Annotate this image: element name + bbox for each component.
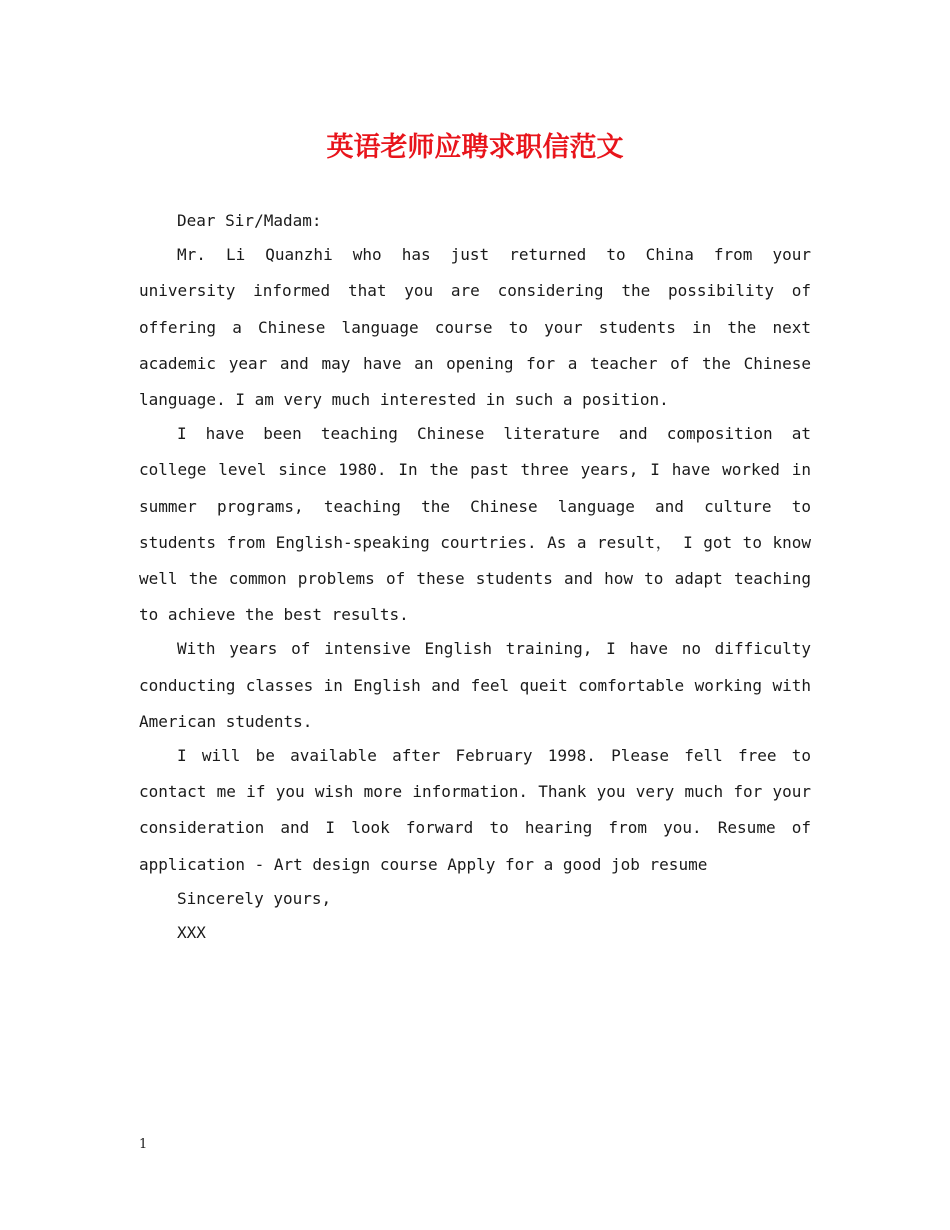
page-number: 1 — [139, 1137, 148, 1152]
letter-body — [139, 203, 811, 949]
letter-paragraph-2: I have been teaching Chinese literature and composition at college level since 1980. In the past three years, I have worked in summer programs, teaching the Chinese language and culture to students from English-speaking courtries. As a result， I got to know well the common problems of these students and how to adapt teaching to achieve the best results. — [139, 424, 811, 625]
letter-paragraph-4: I will be available after February 1998. Please fell free to contact me if you wish more information. Thank you very much for your consideration and I look forward to hearing from you. Resume of application - Art design course Apply for a good job resume — [139, 746, 811, 874]
letter-closing: Sincerely yours, — [177, 888, 332, 908]
letter-signature: XXX — [177, 923, 206, 943]
letter-paragraph-1: Mr. Li Quanzhi who has just returned to China from your university informed that you are considering the possibility of offering a Chinese language course to your students in the next academic year and may have an opening for a teacher of the Chinese language. I am very much interested in such a position. — [139, 245, 811, 410]
letter-paragraph-3: With years of intensive English training, I have no difficulty conducting classes in English and feel queit comfortable working with American students. — [139, 639, 811, 731]
document-title: 英语老师应聘求职信范文 — [326, 132, 624, 163]
letter-greeting: Dear Sir/Madam: — [177, 211, 322, 230]
